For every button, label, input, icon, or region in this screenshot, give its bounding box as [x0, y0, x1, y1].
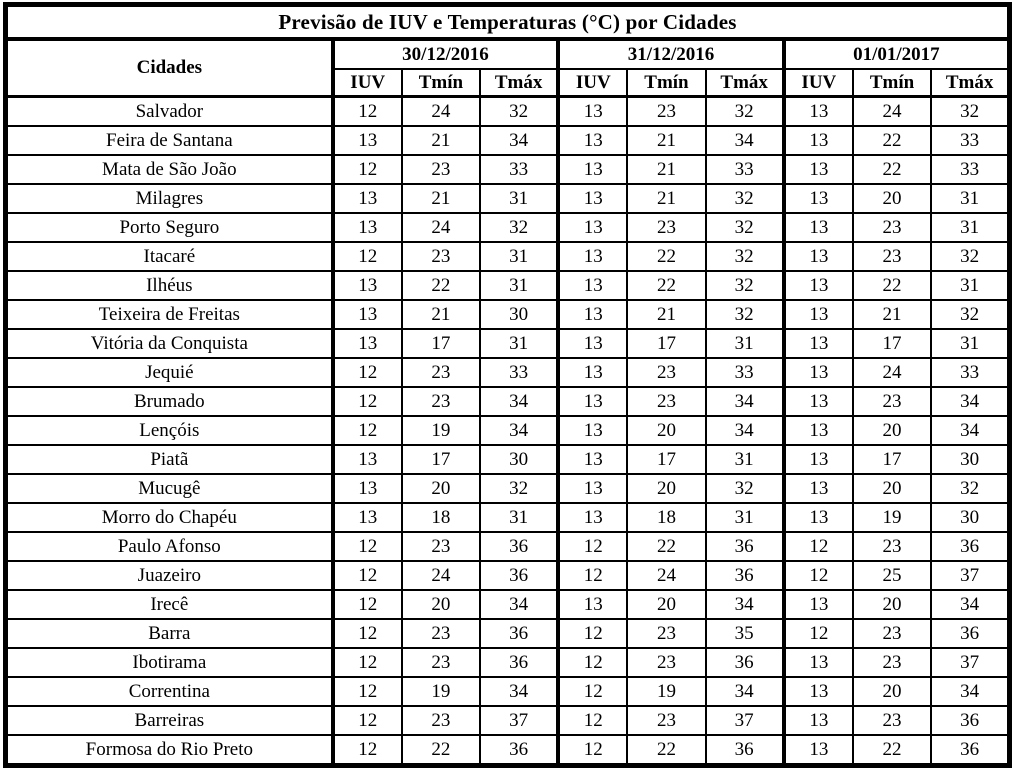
table-row [6, 619, 1010, 648]
table-row [6, 445, 1010, 474]
value-cell: 12 [333, 648, 402, 677]
table-row [6, 329, 1010, 358]
value-cell: 17 [853, 445, 931, 474]
value-cell: 33 [480, 358, 558, 387]
value-cell: 13 [558, 184, 627, 213]
subheader-tmax: Tmáx [931, 69, 1009, 97]
value-cell: 13 [784, 706, 853, 735]
value-cell: 23 [853, 213, 931, 242]
value-cell: 13 [333, 503, 402, 532]
table-row [6, 735, 1010, 766]
table-row [6, 677, 1010, 706]
value-cell: 13 [558, 358, 627, 387]
value-cell: 34 [931, 590, 1009, 619]
value-cell: 36 [480, 735, 558, 766]
value-cell: 20 [853, 590, 931, 619]
value-cell: 32 [706, 474, 784, 503]
value-cell: 20 [627, 474, 705, 503]
date-header-01-01-2017: 01/01/2017 [784, 39, 1010, 69]
value-cell: 17 [627, 445, 705, 474]
value-cell: 17 [402, 329, 480, 358]
value-cell: 32 [931, 97, 1009, 127]
city-cell: Piatã [6, 445, 333, 474]
value-cell: 23 [402, 706, 480, 735]
value-cell: 18 [402, 503, 480, 532]
value-cell: 12 [333, 735, 402, 766]
table-row [6, 358, 1010, 387]
value-cell: 23 [853, 648, 931, 677]
value-cell: 32 [706, 300, 784, 329]
value-cell: 13 [784, 648, 853, 677]
value-cell: 23 [402, 619, 480, 648]
table-row [6, 532, 1010, 561]
value-cell: 13 [784, 503, 853, 532]
value-cell: 12 [558, 648, 627, 677]
value-cell: 17 [402, 445, 480, 474]
value-cell: 13 [784, 126, 853, 155]
value-cell: 19 [853, 503, 931, 532]
value-cell: 12 [784, 619, 853, 648]
value-cell: 23 [627, 648, 705, 677]
value-cell: 12 [333, 677, 402, 706]
page-title: Previsão de IUV e Temperaturas (°C) por Cidades [6, 5, 1010, 40]
value-cell: 13 [558, 503, 627, 532]
value-cell: 34 [931, 387, 1009, 416]
value-cell: 22 [853, 735, 931, 766]
value-cell: 36 [931, 706, 1009, 735]
city-cell: Feira de Santana [6, 126, 333, 155]
value-cell: 21 [402, 184, 480, 213]
city-cell: Mucugê [6, 474, 333, 503]
value-cell: 32 [480, 97, 558, 127]
value-cell: 12 [333, 590, 402, 619]
value-cell: 21 [853, 300, 931, 329]
value-cell: 23 [402, 387, 480, 416]
value-cell: 23 [402, 358, 480, 387]
city-cell: Lençóis [6, 416, 333, 445]
value-cell: 13 [784, 590, 853, 619]
city-cell: Itacaré [6, 242, 333, 271]
value-cell: 23 [627, 706, 705, 735]
forecast-table [3, 2, 1012, 768]
value-cell: 24 [402, 561, 480, 590]
value-cell: 13 [333, 329, 402, 358]
value-cell: 13 [558, 271, 627, 300]
value-cell: 12 [558, 561, 627, 590]
value-cell: 31 [706, 503, 784, 532]
value-cell: 24 [402, 213, 480, 242]
value-cell: 13 [784, 155, 853, 184]
value-cell: 19 [402, 677, 480, 706]
value-cell: 30 [480, 445, 558, 474]
city-cell: Porto Seguro [6, 213, 333, 242]
value-cell: 13 [784, 184, 853, 213]
value-cell: 12 [333, 532, 402, 561]
city-cell: Barreiras [6, 706, 333, 735]
value-cell: 13 [558, 416, 627, 445]
value-cell: 13 [784, 329, 853, 358]
subheader-tmin: Tmín [627, 69, 705, 97]
value-cell: 24 [853, 358, 931, 387]
value-cell: 34 [706, 387, 784, 416]
value-cell: 31 [931, 271, 1009, 300]
value-cell: 21 [627, 300, 705, 329]
value-cell: 31 [931, 329, 1009, 358]
table-body [6, 97, 1010, 766]
value-cell: 20 [853, 474, 931, 503]
value-cell: 25 [853, 561, 931, 590]
value-cell: 36 [480, 532, 558, 561]
value-cell: 23 [853, 387, 931, 416]
value-cell: 33 [931, 126, 1009, 155]
value-cell: 23 [627, 619, 705, 648]
value-cell: 17 [853, 329, 931, 358]
value-cell: 12 [558, 677, 627, 706]
value-cell: 22 [853, 271, 931, 300]
value-cell: 20 [853, 677, 931, 706]
value-cell: 31 [706, 329, 784, 358]
value-cell: 21 [402, 126, 480, 155]
value-cell: 35 [706, 619, 784, 648]
value-cell: 37 [931, 561, 1009, 590]
value-cell: 12 [558, 532, 627, 561]
value-cell: 34 [931, 416, 1009, 445]
city-cell: Irecê [6, 590, 333, 619]
value-cell: 13 [558, 126, 627, 155]
table-row [6, 706, 1010, 735]
value-cell: 32 [480, 474, 558, 503]
value-cell: 12 [333, 706, 402, 735]
value-cell: 17 [627, 329, 705, 358]
value-cell: 13 [333, 213, 402, 242]
table-row [6, 242, 1010, 271]
subheader-iuv: IUV [333, 69, 402, 97]
table-row [6, 387, 1010, 416]
table-row [6, 416, 1010, 445]
city-cell: Milagres [6, 184, 333, 213]
value-cell: 19 [402, 416, 480, 445]
table-row [6, 271, 1010, 300]
table-row [6, 126, 1010, 155]
value-cell: 12 [333, 619, 402, 648]
value-cell: 12 [784, 561, 853, 590]
value-cell: 36 [706, 735, 784, 766]
value-cell: 13 [558, 300, 627, 329]
table-row [6, 213, 1010, 242]
value-cell: 23 [627, 213, 705, 242]
value-cell: 23 [402, 155, 480, 184]
value-cell: 31 [706, 445, 784, 474]
value-cell: 13 [333, 300, 402, 329]
value-cell: 20 [853, 184, 931, 213]
table-row [6, 590, 1010, 619]
value-cell: 13 [784, 213, 853, 242]
city-cell: Juazeiro [6, 561, 333, 590]
table-row [6, 561, 1010, 590]
value-cell: 34 [480, 126, 558, 155]
value-cell: 13 [333, 445, 402, 474]
value-cell: 13 [784, 474, 853, 503]
subheader-tmax: Tmáx [480, 69, 558, 97]
city-cell: Brumado [6, 387, 333, 416]
subheader-tmin: Tmín [853, 69, 931, 97]
value-cell: 19 [627, 677, 705, 706]
value-cell: 12 [333, 416, 402, 445]
value-cell: 24 [402, 97, 480, 127]
value-cell: 32 [706, 242, 784, 271]
value-cell: 22 [853, 155, 931, 184]
value-cell: 13 [558, 387, 627, 416]
value-cell: 33 [706, 358, 784, 387]
value-cell: 30 [931, 445, 1009, 474]
subheader-tmin: Tmín [402, 69, 480, 97]
value-cell: 13 [558, 242, 627, 271]
value-cell: 32 [706, 271, 784, 300]
value-cell: 36 [706, 648, 784, 677]
value-cell: 32 [706, 184, 784, 213]
value-cell: 12 [333, 561, 402, 590]
value-cell: 32 [480, 213, 558, 242]
value-cell: 13 [784, 416, 853, 445]
value-cell: 13 [333, 271, 402, 300]
value-cell: 22 [627, 735, 705, 766]
value-cell: 32 [706, 213, 784, 242]
value-cell: 22 [402, 271, 480, 300]
value-cell: 37 [706, 706, 784, 735]
value-cell: 22 [627, 242, 705, 271]
value-cell: 21 [627, 184, 705, 213]
value-cell: 23 [402, 532, 480, 561]
value-cell: 36 [480, 619, 558, 648]
value-cell: 36 [480, 648, 558, 677]
city-cell: Morro do Chapéu [6, 503, 333, 532]
value-cell: 12 [333, 97, 402, 127]
value-cell: 37 [480, 706, 558, 735]
value-cell: 31 [480, 271, 558, 300]
value-cell: 12 [558, 706, 627, 735]
city-cell: Formosa do Rio Preto [6, 735, 333, 766]
document-page [3, 2, 1012, 768]
value-cell: 13 [558, 213, 627, 242]
value-cell: 32 [931, 242, 1009, 271]
value-cell: 30 [480, 300, 558, 329]
value-cell: 23 [853, 706, 931, 735]
value-cell: 21 [627, 126, 705, 155]
value-cell: 13 [784, 677, 853, 706]
city-cell: Mata de São João [6, 155, 333, 184]
table-row [6, 300, 1010, 329]
value-cell: 12 [333, 387, 402, 416]
value-cell: 32 [931, 474, 1009, 503]
value-cell: 13 [784, 300, 853, 329]
value-cell: 22 [627, 271, 705, 300]
value-cell: 36 [480, 561, 558, 590]
value-cell: 34 [480, 590, 558, 619]
value-cell: 36 [706, 561, 784, 590]
table-row [6, 155, 1010, 184]
value-cell: 37 [931, 648, 1009, 677]
city-cell: Paulo Afonso [6, 532, 333, 561]
value-cell: 33 [480, 155, 558, 184]
value-cell: 31 [480, 503, 558, 532]
value-cell: 36 [706, 532, 784, 561]
value-cell: 31 [480, 242, 558, 271]
value-cell: 30 [931, 503, 1009, 532]
value-cell: 13 [333, 126, 402, 155]
value-cell: 34 [706, 126, 784, 155]
subheader-iuv: IUV [558, 69, 627, 97]
city-cell: Teixeira de Freitas [6, 300, 333, 329]
value-cell: 22 [402, 735, 480, 766]
value-cell: 13 [784, 97, 853, 127]
value-cell: 13 [784, 387, 853, 416]
value-cell: 13 [333, 474, 402, 503]
city-cell: Salvador [6, 97, 333, 127]
value-cell: 34 [480, 416, 558, 445]
value-cell: 23 [853, 242, 931, 271]
value-cell: 20 [402, 474, 480, 503]
city-cell: Ilhéus [6, 271, 333, 300]
value-cell: 31 [480, 329, 558, 358]
value-cell: 13 [558, 155, 627, 184]
value-cell: 13 [558, 474, 627, 503]
value-cell: 33 [931, 358, 1009, 387]
value-cell: 33 [931, 155, 1009, 184]
value-cell: 18 [627, 503, 705, 532]
value-cell: 12 [333, 242, 402, 271]
value-cell: 31 [480, 184, 558, 213]
value-cell: 34 [480, 677, 558, 706]
value-cell: 23 [627, 97, 705, 127]
title-row [6, 5, 1010, 40]
value-cell: 24 [627, 561, 705, 590]
subheader-tmax: Tmáx [706, 69, 784, 97]
value-cell: 12 [784, 532, 853, 561]
value-cell: 13 [784, 735, 853, 766]
table-row [6, 503, 1010, 532]
value-cell: 13 [558, 445, 627, 474]
date-header-31-12-2016: 31/12/2016 [558, 39, 784, 69]
value-cell: 20 [627, 590, 705, 619]
value-cell: 23 [627, 358, 705, 387]
value-cell: 34 [931, 677, 1009, 706]
city-cell: Ibotirama [6, 648, 333, 677]
value-cell: 13 [558, 329, 627, 358]
cities-column-header: Cidades [6, 39, 333, 97]
date-header-row [6, 39, 1010, 69]
value-cell: 23 [402, 242, 480, 271]
value-cell: 22 [627, 532, 705, 561]
value-cell: 21 [627, 155, 705, 184]
value-cell: 20 [853, 416, 931, 445]
value-cell: 12 [558, 619, 627, 648]
value-cell: 32 [706, 97, 784, 127]
table-row [6, 648, 1010, 677]
value-cell: 21 [402, 300, 480, 329]
value-cell: 13 [784, 242, 853, 271]
value-cell: 34 [706, 677, 784, 706]
value-cell: 13 [784, 358, 853, 387]
value-cell: 24 [853, 97, 931, 127]
value-cell: 34 [706, 590, 784, 619]
value-cell: 36 [931, 619, 1009, 648]
value-cell: 12 [558, 735, 627, 766]
value-cell: 36 [931, 532, 1009, 561]
city-cell: Correntina [6, 677, 333, 706]
subheader-iuv: IUV [784, 69, 853, 97]
value-cell: 36 [931, 735, 1009, 766]
value-cell: 12 [333, 155, 402, 184]
date-header-30-12-2016: 30/12/2016 [333, 39, 559, 69]
value-cell: 13 [784, 271, 853, 300]
table-row [6, 184, 1010, 213]
value-cell: 13 [784, 445, 853, 474]
value-cell: 23 [853, 532, 931, 561]
value-cell: 22 [853, 126, 931, 155]
table-row [6, 97, 1010, 127]
value-cell: 13 [333, 184, 402, 213]
city-cell: Vitória da Conquista [6, 329, 333, 358]
value-cell: 13 [558, 97, 627, 127]
city-cell: Jequié [6, 358, 333, 387]
value-cell: 20 [402, 590, 480, 619]
city-cell: Barra [6, 619, 333, 648]
value-cell: 12 [333, 358, 402, 387]
value-cell: 23 [627, 387, 705, 416]
table-row [6, 474, 1010, 503]
value-cell: 34 [480, 387, 558, 416]
value-cell: 20 [627, 416, 705, 445]
value-cell: 31 [931, 213, 1009, 242]
value-cell: 34 [706, 416, 784, 445]
value-cell: 13 [558, 590, 627, 619]
value-cell: 31 [931, 184, 1009, 213]
value-cell: 23 [402, 648, 480, 677]
value-cell: 32 [931, 300, 1009, 329]
value-cell: 23 [853, 619, 931, 648]
value-cell: 33 [706, 155, 784, 184]
